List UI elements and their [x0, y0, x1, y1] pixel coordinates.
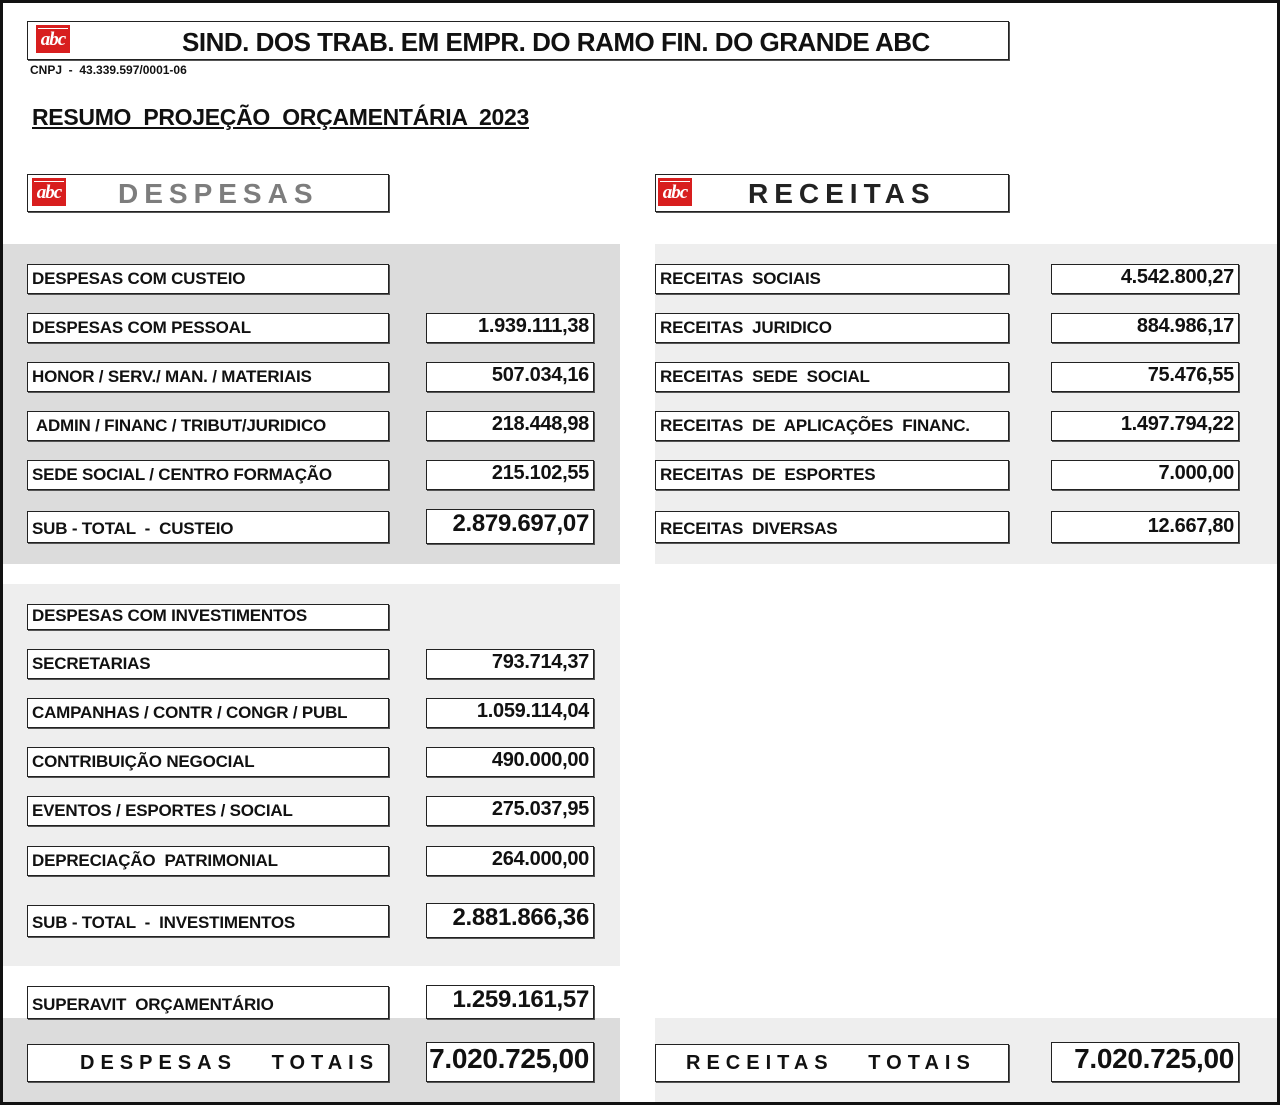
receitas-row-value: 12.667,80 [1051, 511, 1239, 543]
custeio-row-label: HONOR / SERV./ MAN. / MATERIAIS [27, 362, 389, 392]
investimentos-row-value: 275.037,95 [426, 796, 594, 826]
header-title-box [27, 21, 1009, 60]
receitas-row-value: 4.542.800,27 [1051, 264, 1239, 294]
cnpj-text: CNPJ - 43.339.597/0001-06 [30, 63, 187, 77]
custeio-row-label: DESPESAS COM PESSOAL [27, 313, 389, 343]
superavit-label: SUPERAVIT ORÇAMENTÁRIO [27, 986, 389, 1019]
page-subtitle: RESUMO PROJEÇÃO ORÇAMENTÁRIA 2023 [32, 104, 529, 130]
receitas-row-value: 7.000,00 [1051, 460, 1239, 490]
receitas-row-label: RECEITAS DE ESPORTES [655, 460, 1009, 490]
receitas-total-label: RECEITAS TOTAIS [686, 1052, 976, 1074]
despesas-heading-box [27, 174, 389, 212]
investimentos-subtotal-label: SUB - TOTAL - INVESTIMENTOS [27, 905, 389, 937]
custeio-row-value: 1.939.111,38 [426, 313, 594, 343]
investimentos-subtotal-value: 2.881.866,36 [426, 903, 594, 938]
receitas-row-label: RECEITAS DE APLICAÇÕES FINANC. [655, 411, 1009, 441]
custeio-subtotal-value: 2.879.697,07 [426, 509, 594, 544]
investimentos-row-label: DEPRECIAÇÃO PATRIMONIAL [27, 846, 389, 876]
despesas-total-label-box [27, 1044, 389, 1082]
receitas-heading-box [655, 174, 1009, 212]
receitas-row-label: RECEITAS SEDE SOCIAL [655, 362, 1009, 392]
sindicato-logo: abc [658, 178, 692, 209]
receitas-total-value: 7.020.725,00 [1051, 1042, 1239, 1082]
sindicato-logo: abc [32, 178, 66, 209]
receitas-row-value: 884.986,17 [1051, 313, 1239, 343]
custeio-row-value: 218.448,98 [426, 411, 594, 441]
despesas-total-value: 7.020.725,00 [426, 1042, 594, 1082]
receitas-heading: RECEITAS [748, 178, 936, 209]
despesas-total-label: DESPESAS TOTAIS [80, 1052, 380, 1074]
receitas-row-label: RECEITAS DIVERSAS [655, 511, 1009, 543]
investimentos-row-label: CAMPANHAS / CONTR / CONGR / PUBL [27, 698, 389, 728]
investimentos-heading: DESPESAS COM INVESTIMENTOS [27, 604, 389, 630]
receitas-row-value: 75.476,55 [1051, 362, 1239, 392]
receitas-row-label: RECEITAS SOCIAIS [655, 264, 1009, 294]
investimentos-row-value: 793.714,37 [426, 649, 594, 679]
investimentos-row-value: 264.000,00 [426, 846, 594, 876]
superavit-value: 1.259.161,57 [426, 985, 594, 1019]
investimentos-row-label: SECRETARIAS [27, 649, 389, 679]
custeio-heading: DESPESAS COM CUSTEIO [27, 264, 389, 294]
investimentos-row-label: CONTRIBUIÇÃO NEGOCIAL [27, 747, 389, 777]
header-title: SIND. DOS TRAB. EM EMPR. DO RAMO FIN. DO GRANDE ABC [182, 27, 930, 57]
custeio-subtotal-label: SUB - TOTAL - CUSTEIO [27, 511, 389, 543]
custeio-row-label: SEDE SOCIAL / CENTRO FORMAÇÃO [27, 460, 389, 490]
custeio-row-value: 507.034,16 [426, 362, 594, 392]
receitas-row-value: 1.497.794,22 [1051, 411, 1239, 441]
receitas-row-label: RECEITAS JURIDICO [655, 313, 1009, 343]
investimentos-row-value: 490.000,00 [426, 747, 594, 777]
despesas-heading: DESPESAS [118, 178, 319, 209]
custeio-row-label: ADMIN / FINANC / TRIBUT/JURIDICO [27, 411, 389, 441]
investimentos-row-label: EVENTOS / ESPORTES / SOCIAL [27, 796, 389, 826]
sindicato-logo: abc [36, 25, 70, 56]
receitas-total-label-box [655, 1044, 1009, 1082]
investimentos-row-value: 1.059.114,04 [426, 698, 594, 728]
custeio-row-value: 215.102,55 [426, 460, 594, 490]
